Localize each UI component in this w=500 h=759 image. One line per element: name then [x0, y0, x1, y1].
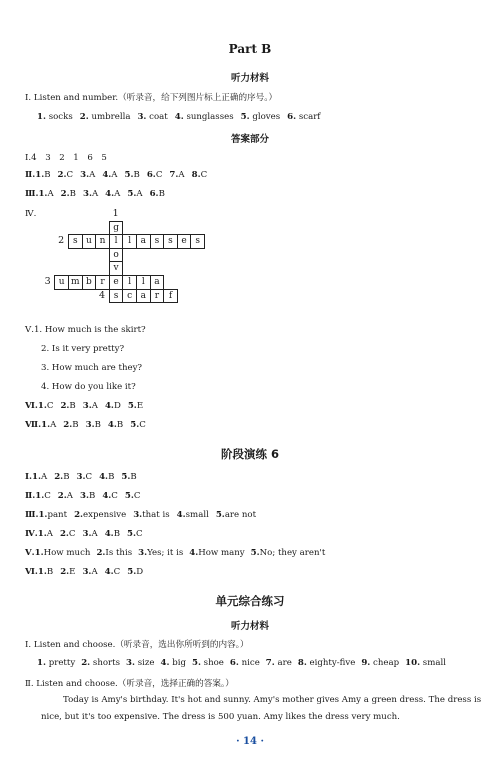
- answer-item: [82, 567, 97, 577]
- answer-item: [25, 189, 54, 199]
- stage-6-title: 阶段演练 6: [220, 447, 279, 461]
- answer-number: Ⅱ.1.: [25, 170, 45, 180]
- answer-number: 3.: [82, 529, 92, 539]
- crossword-cell: u: [54, 275, 69, 290]
- crossword-cell: b: [82, 275, 97, 290]
- stage6-row-1: [25, 472, 144, 482]
- stage6-row-6: [25, 567, 150, 577]
- question-number: Ⅴ.: [25, 325, 34, 335]
- list-item: [405, 658, 446, 668]
- unit-question-1: Ⅰ. Listen and choose.（听录音，选出你所听到的内容。）: [25, 640, 249, 650]
- answer-number: Ⅲ.1.: [25, 510, 48, 520]
- answer-number: Ⅰ.1.: [25, 472, 41, 482]
- item-number: 4.: [174, 112, 184, 122]
- answer-number: Ⅵ.1.: [25, 567, 47, 577]
- item-text: nice: [238, 658, 260, 668]
- item-number: 9.: [361, 658, 371, 668]
- answer-item: [61, 189, 76, 199]
- answer-item: [125, 491, 141, 501]
- list-item: [137, 112, 167, 122]
- listening-passage: Today is Amy's birthday. It's hot and sunny. Amy's mother gives Amy a green dress. The dress is nice, but it's too expensive. The dress is 500 yuan. Amy likes the dress very much.: [41, 695, 482, 722]
- answer-number: 4.: [176, 510, 186, 520]
- answer-number: 4.: [104, 401, 114, 411]
- answer-item: [192, 170, 208, 180]
- answer-value: C: [113, 567, 121, 577]
- answer-number: 4.: [102, 491, 112, 501]
- item-text: eighty-five: [306, 658, 356, 668]
- answer-item: [138, 548, 183, 558]
- crossword-cell: n: [95, 234, 110, 249]
- answer-value: A: [89, 170, 96, 180]
- answer-number: 4.: [104, 529, 114, 539]
- answer-item: [102, 491, 118, 501]
- answer-item: [74, 510, 126, 520]
- answer-value: C: [68, 529, 76, 539]
- list-item: [81, 658, 120, 668]
- item-text: cheap: [370, 658, 400, 668]
- answer-number: 6.: [146, 170, 156, 180]
- answer-item: [83, 401, 98, 411]
- answer-row-7: [25, 420, 153, 430]
- answer-item: [105, 401, 121, 411]
- list-item: [192, 658, 224, 668]
- answer-item: [25, 529, 53, 539]
- answer-item: [83, 529, 98, 539]
- answer-item: [25, 170, 51, 180]
- answer-item: [77, 472, 93, 482]
- answer-item: [25, 567, 53, 577]
- item-number: 1.: [37, 112, 46, 122]
- list-item: [80, 112, 131, 122]
- item-number: 8.: [297, 658, 307, 668]
- answer-value: are not: [224, 510, 257, 520]
- answer-row-1: Ⅰ.4 3 2 1 6 5: [25, 153, 107, 163]
- answer-item: [105, 529, 120, 539]
- item-number: 3.: [126, 658, 135, 668]
- answer-number: 4.: [189, 548, 199, 558]
- crossword-cell: l: [136, 275, 151, 290]
- answer-item: [121, 472, 136, 482]
- answer-value: B: [116, 420, 124, 430]
- answer-value: A: [91, 567, 98, 577]
- answer-value: expensive: [83, 510, 127, 520]
- answer-number: 3.: [85, 420, 95, 430]
- item-text: small: [420, 658, 446, 668]
- answer-value: A: [178, 170, 185, 180]
- item-number: 5.: [240, 112, 250, 122]
- answer-value: C: [85, 472, 93, 482]
- answer-item: [127, 567, 143, 577]
- stage6-row-3: [25, 510, 263, 520]
- answer-value: Yes; it is: [147, 548, 184, 558]
- answer-number: 5.: [250, 548, 260, 558]
- answer-value: C: [46, 401, 54, 411]
- answer-value: B: [113, 529, 121, 539]
- list-item: [126, 658, 155, 668]
- answer-value: B: [46, 567, 54, 577]
- answer-item: [54, 472, 69, 482]
- listening-material-heading: 听力材料: [230, 621, 269, 632]
- answer-number: 3.: [138, 548, 148, 558]
- answer-sentence: 2. Is it very pretty?: [41, 344, 125, 354]
- answer-row-6: [25, 401, 150, 411]
- answer-item: [108, 420, 123, 430]
- answer-value: B: [44, 170, 51, 180]
- answer-value: A: [91, 189, 99, 199]
- answer-item: [80, 170, 95, 180]
- item-number: 2.: [81, 658, 91, 668]
- answer-value: small: [185, 510, 209, 520]
- answer-number: 3.: [82, 567, 92, 577]
- answer-item: [25, 491, 51, 501]
- answer-value: that is: [142, 510, 170, 520]
- item-text: socks: [45, 112, 73, 122]
- crossword-cell: s: [68, 234, 83, 249]
- crossword-cell: a: [136, 234, 151, 249]
- answer-number: 2.: [63, 420, 73, 430]
- answer-value: pant: [47, 510, 68, 520]
- answer-item: [105, 567, 121, 577]
- answer-item: [99, 472, 114, 482]
- crossword-cell: r: [95, 275, 110, 290]
- answer-number: 4.: [105, 189, 115, 199]
- answer-number: 3.: [133, 510, 143, 520]
- answer-item: [60, 567, 75, 577]
- answer-number: 5.: [127, 401, 137, 411]
- answer-number: 3.: [80, 170, 90, 180]
- item-text: sunglasses: [183, 112, 234, 122]
- answer-number: 2.: [57, 491, 67, 501]
- item-text: umbrella: [88, 112, 131, 122]
- answer-item: [25, 420, 56, 430]
- answer-number: 3.: [80, 491, 89, 501]
- item-text: size: [134, 658, 155, 668]
- answer-value: C: [44, 491, 51, 501]
- list-item: [361, 658, 399, 668]
- answer-row-5: [25, 325, 146, 335]
- answer-value: C: [200, 170, 208, 180]
- answer-item: [58, 491, 73, 501]
- answer-sentence: 3. How much are they?: [41, 363, 143, 373]
- answer-item: [86, 420, 101, 430]
- answer-sentence: 1. How much is the skirt?: [33, 325, 146, 335]
- answer-item: [128, 401, 143, 411]
- answer-number: 7.: [169, 170, 179, 180]
- item-text: shorts: [90, 658, 120, 668]
- answer-item: [169, 170, 184, 180]
- answer-value: Is this: [105, 548, 133, 558]
- crossword-cell: f: [163, 289, 178, 304]
- item-text: pretty: [45, 658, 76, 668]
- answer-item: [96, 548, 132, 558]
- answer-row-3: [25, 189, 172, 199]
- answer-number: 2.: [59, 529, 69, 539]
- answer-number: 5.: [215, 510, 225, 520]
- item-text: big: [169, 658, 186, 668]
- answer-number: Ⅲ.1.: [25, 189, 48, 199]
- crossword-cell: s: [109, 289, 124, 304]
- answer-item: [150, 189, 165, 199]
- answer-item: [127, 189, 142, 199]
- crossword-cell: m: [68, 275, 83, 290]
- crossword-cell: u: [82, 234, 97, 249]
- item-text: are: [274, 658, 292, 668]
- unit-question-1-items: [37, 658, 452, 668]
- answer-value: A: [66, 491, 73, 501]
- answer-number: 2.: [74, 510, 84, 520]
- stage6-row-5: [25, 548, 331, 558]
- answer-number: Ⅶ.1.: [25, 420, 51, 430]
- answer-item: [177, 510, 209, 520]
- crossword-cell: r: [150, 289, 165, 304]
- crossword-cell: l: [122, 275, 137, 290]
- answer-number: Ⅵ.1.: [25, 401, 47, 411]
- answer-number: 4.: [107, 420, 117, 430]
- answer-value: B: [69, 401, 76, 411]
- crossword-number: 3: [44, 276, 51, 287]
- item-number: 5.: [191, 658, 201, 668]
- crossword-cell: s: [150, 234, 165, 249]
- crossword-cell: s: [190, 234, 205, 249]
- answer-number: Ⅱ.1.: [25, 491, 45, 501]
- answer-value: C: [66, 170, 74, 180]
- answer-item: [25, 401, 53, 411]
- item-number: 7.: [265, 658, 275, 668]
- answer-item: [60, 401, 75, 411]
- answer-number: 2.: [57, 170, 67, 180]
- answer-number: 5.: [121, 472, 131, 482]
- answer-number: 4.: [104, 567, 114, 577]
- answer-value: D: [113, 401, 121, 411]
- crossword-number: 4: [98, 289, 105, 301]
- list-item: [161, 658, 186, 668]
- item-text: gloves: [249, 112, 281, 122]
- answer-number: 4.: [99, 472, 109, 482]
- answer-value: C: [136, 529, 143, 539]
- instruction-text: Listen and number.（听录音，给下列图片标上正确的序号。）: [33, 93, 278, 103]
- answer-value: A: [46, 529, 53, 539]
- answer-item: [80, 491, 95, 501]
- answer-item: [63, 420, 78, 430]
- answer-number: 8.: [191, 170, 201, 180]
- answer-item: [147, 170, 163, 180]
- answer-value: A: [47, 189, 54, 199]
- answer-value: E: [136, 401, 144, 411]
- crossword-cell: v: [109, 261, 124, 276]
- answer-row-4-label: Ⅳ.: [25, 209, 37, 219]
- item-number: 4.: [160, 658, 170, 668]
- answer-item: [102, 170, 117, 180]
- crossword-cell: a: [136, 289, 151, 304]
- crossword-cell: l: [109, 234, 124, 249]
- item-number: 1.: [37, 658, 46, 668]
- part-b-title: Part B: [228, 42, 272, 56]
- stage6-row-2: [25, 491, 147, 501]
- answer-value: A: [114, 189, 121, 199]
- list-item: [37, 658, 75, 668]
- answer-item: [189, 548, 244, 558]
- crossword-cell: a: [150, 275, 165, 290]
- crossword-cell: e: [177, 234, 192, 249]
- answer-value: C: [139, 420, 146, 430]
- answer-item: [25, 548, 90, 558]
- answer-number: 4.: [102, 170, 112, 180]
- answer-value: How many: [198, 548, 245, 558]
- page-number: · 14 ·: [236, 736, 264, 747]
- list-item: [230, 658, 260, 668]
- answer-value: C: [155, 170, 163, 180]
- answer-item: [83, 189, 98, 199]
- crossword-cell: c: [122, 289, 137, 304]
- answer-value: B: [108, 472, 115, 482]
- list-item: [298, 658, 355, 668]
- list-item: [266, 658, 292, 668]
- question-number: Ⅰ.: [25, 93, 32, 103]
- listening-material-heading: 听力材料: [230, 73, 269, 84]
- answer-value: A: [40, 472, 48, 482]
- answer-number: 2.: [96, 548, 106, 558]
- answer-value: No; they aren't: [259, 548, 326, 558]
- answer-value: B: [88, 491, 96, 501]
- crossword-number: 1: [112, 208, 119, 219]
- stage6-row-4: [25, 529, 150, 539]
- answer-value: A: [136, 189, 143, 199]
- answer-item: [125, 170, 140, 180]
- item-number: 6.: [229, 658, 239, 668]
- answer-value: B: [130, 472, 137, 482]
- item-text: shoe: [200, 658, 224, 668]
- answer-value: How much: [43, 548, 91, 558]
- item-number: 3.: [137, 112, 147, 122]
- answer-heading: 答案部分: [230, 134, 269, 145]
- answer-value: B: [72, 420, 79, 430]
- answer-number: Ⅴ.1.: [25, 548, 44, 558]
- answer-item: [25, 472, 47, 482]
- item-number: 2.: [79, 112, 89, 122]
- answer-number: 5.: [127, 189, 137, 199]
- crossword-cell: o: [109, 248, 124, 263]
- crossword-number: 2: [58, 235, 65, 247]
- answer-number: 5.: [127, 567, 137, 577]
- answer-item: [105, 189, 120, 199]
- answer-item: [25, 510, 67, 520]
- answer-value: C: [111, 491, 118, 501]
- unit-practice-title: 单元综合练习: [215, 594, 285, 608]
- answer-item: [60, 529, 76, 539]
- answer-number: 2.: [60, 401, 70, 411]
- answer-value: B: [133, 170, 140, 180]
- answer-item: [127, 529, 143, 539]
- answer-number: 6.: [149, 189, 159, 199]
- crossword-cell: l: [122, 234, 137, 249]
- answer-number: 5.: [130, 420, 140, 430]
- crossword-cell: g: [109, 221, 124, 236]
- list-item: [37, 112, 73, 122]
- answer-value: C: [133, 491, 141, 501]
- item-number: 10.: [405, 658, 421, 668]
- answer-value: D: [136, 567, 144, 577]
- answer-number: 3.: [82, 189, 92, 199]
- answer-number: 2.: [54, 472, 64, 482]
- answer-value: A: [50, 420, 57, 430]
- answer-value: B: [69, 189, 76, 199]
- item-number: 6.: [287, 112, 297, 122]
- crossword-cell: s: [163, 234, 178, 249]
- answer-number: 3.: [76, 472, 86, 482]
- answer-row-2: [25, 170, 214, 180]
- answer-number: Ⅳ.1.: [25, 529, 47, 539]
- item-text: coat: [146, 112, 168, 122]
- item-text: scarf: [296, 112, 321, 122]
- answer-number: 5.: [124, 491, 134, 501]
- answer-item: [251, 548, 326, 558]
- answer-value: B: [158, 189, 165, 199]
- unit-question-2: Ⅱ. Listen and choose.（听录音，选择正确的答案。）: [25, 679, 234, 689]
- question-1-items: [37, 112, 327, 122]
- answer-value: E: [69, 567, 76, 577]
- answer-value: A: [111, 170, 118, 180]
- answer-value: B: [94, 420, 101, 430]
- answer-sentence: 4. How do you like it?: [41, 382, 136, 392]
- answer-number: 3.: [82, 401, 92, 411]
- crossword-cell: e: [109, 275, 124, 290]
- answer-number: 2.: [60, 189, 70, 199]
- answer-number: 5.: [124, 170, 134, 180]
- question-1-instruction: [25, 91, 277, 103]
- answer-value: A: [91, 401, 98, 411]
- answer-item: [58, 170, 74, 180]
- answer-item: [130, 420, 146, 430]
- list-item: [287, 112, 320, 122]
- answer-item: [216, 510, 256, 520]
- answer-number: 2.: [60, 567, 70, 577]
- list-item: [175, 112, 234, 122]
- answer-value: A: [91, 529, 98, 539]
- list-item: [241, 112, 281, 122]
- answer-value: B: [63, 472, 70, 482]
- answer-number: 5.: [127, 529, 136, 539]
- answer-item: [133, 510, 169, 520]
